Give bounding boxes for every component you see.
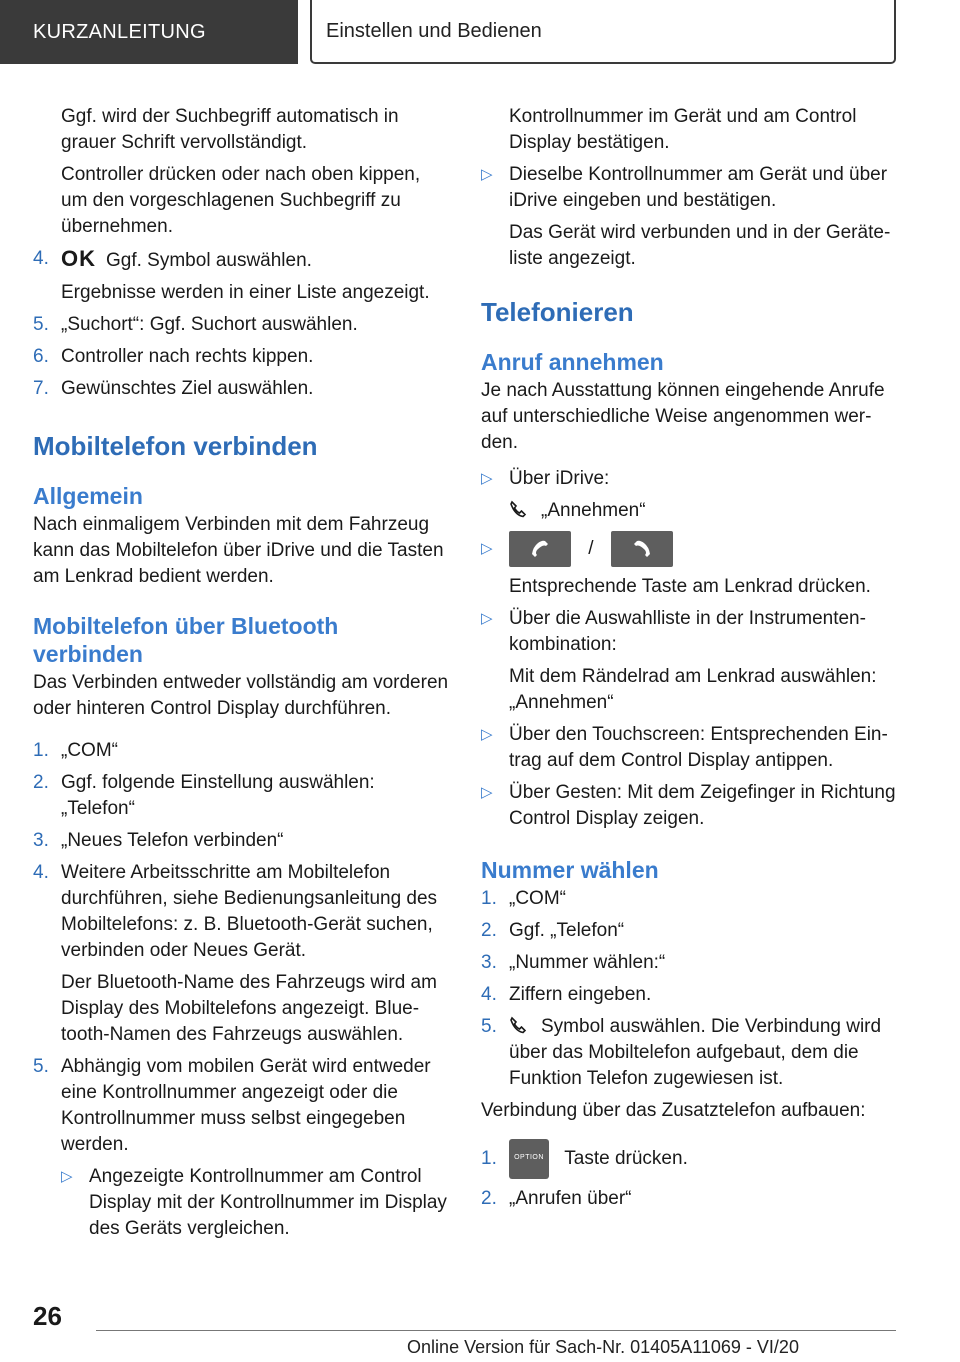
- footer-divider: [96, 1330, 896, 1331]
- step-number: 1.: [481, 888, 497, 909]
- paragraph: Nach einmaligem Verbinden mit dem Fahrzeug kann das Mobiltelefon über iDrive und die Tasten am Lenkrad bedient werden.: [33, 514, 444, 587]
- step-text: Weitere Arbeitsschritte am Mobiltelefon durchführen, siehe Bedienungsanleitung des Mobiltelefons: z. B. Bluetooth-Gerät suchen, verbinden oder Neues Gerät.: [61, 862, 438, 961]
- step-text: Gewünschtes Ziel auswählen.: [61, 378, 314, 399]
- list-item: [481, 982, 901, 1008]
- step-text: Ggf. „Telefon“: [509, 920, 625, 941]
- list-item: [481, 1014, 901, 1092]
- list-item: [481, 950, 901, 976]
- item-text: Über iDrive:: [509, 468, 610, 489]
- bullet-triangle-icon: ▷: [481, 610, 493, 627]
- step-text: Ziffern eingeben.: [509, 984, 652, 1005]
- paragraph: Je nach Ausstattung können eingehende Anrufe auf unterschiedliche Weise angenommen werden.: [481, 380, 885, 453]
- step-text: „COM“: [509, 888, 566, 909]
- subsection-heading: Mobiltelefon über Bluetooth verbinden: [33, 613, 339, 667]
- item-text: Über den Touchscreen: Entsprechenden Eintrag auf dem Control Display antippen.: [509, 724, 888, 771]
- paragraph: Verbindung über das Zusatztelefon aufbauen:: [481, 1100, 866, 1121]
- step-number: 5.: [33, 314, 49, 335]
- list-item: [33, 344, 451, 370]
- left-column: [33, 104, 451, 1248]
- step-number: 7.: [33, 378, 49, 399]
- list-item: [481, 162, 901, 214]
- list-item: [481, 780, 901, 832]
- list-item: [33, 376, 451, 402]
- step-number: 4.: [33, 862, 49, 883]
- item-text: Über Gesten: Mit dem Zeigefinger in Richtung Control Display zeigen.: [509, 782, 896, 829]
- paragraph: Controller drücken oder nach oben kippen, um den vorgeschlagenen Suchbegriff zu übernehmen.: [61, 164, 421, 237]
- paragraph: Entsprechende Taste am Lenkrad drücken.: [509, 576, 871, 597]
- subsection-heading: Allgemein: [33, 483, 143, 509]
- step-text: Ggf. Symbol auswählen.: [106, 250, 312, 271]
- step-number: 2.: [481, 1188, 497, 1209]
- bullet-triangle-icon: ▷: [481, 540, 493, 557]
- step-number: 1.: [33, 740, 49, 761]
- ok-icon: OK: [61, 246, 96, 271]
- page-number: 26: [33, 1301, 62, 1331]
- step-text: „Nummer wählen:“: [509, 952, 666, 973]
- menu-label: „Annehmen“: [541, 500, 646, 521]
- step-text: Taste drücken.: [564, 1148, 688, 1169]
- key-separator: /: [588, 538, 594, 559]
- paragraph: Das Gerät wird verbunden und in der Geräteliste angezeigt.: [509, 222, 891, 269]
- bullet-triangle-icon: ▷: [481, 166, 493, 183]
- phone-icon: [509, 1016, 527, 1034]
- step-text: Controller nach rechts kippen.: [61, 346, 314, 367]
- list-item: [481, 1186, 901, 1212]
- step-number: 4.: [481, 984, 497, 1005]
- list-item: [481, 722, 901, 774]
- step-text: „COM“: [61, 740, 118, 761]
- item-text: Über die Auswahlliste in der Instrumentenkombination:: [509, 608, 866, 655]
- list-item: [33, 312, 451, 338]
- section-tab: KURZANLEITUNG: [0, 0, 298, 64]
- step-text: „Anrufen über“: [509, 1188, 632, 1209]
- step-number: 3.: [33, 830, 49, 851]
- list-item: [33, 828, 451, 854]
- item-text: Dieselbe Kontrollnummer am Gerät und über iDrive eingeben und bestätigen.: [509, 164, 888, 211]
- paragraph: Das Verbinden entweder vollständig am vorderen oder hinteren Control Display durchführen.: [33, 672, 449, 719]
- list-item: [481, 530, 901, 568]
- subsection-heading: Anruf annehmen: [481, 349, 664, 375]
- footer-text: Online Version für Sach-Nr. 01405A11069 - VI/20: [407, 1337, 799, 1357]
- phone-icon: [509, 500, 527, 518]
- option-key-label: OPTION: [514, 1153, 544, 1161]
- list-item: [481, 886, 901, 912]
- bullet-triangle-icon: ▷: [481, 726, 493, 743]
- list-item: [33, 860, 451, 964]
- section-heading: Telefonieren: [481, 297, 634, 327]
- paragraph: Der Bluetooth-Name des Fahrzeugs wird am Display des Mobiltelefons angezeigt. Bluetooth-Namen des Fahrzeugs auswählen.: [61, 972, 437, 1045]
- list-item: [481, 918, 901, 944]
- list-item: [33, 1054, 451, 1158]
- subsection-heading: Nummer wählen: [481, 857, 659, 883]
- section-heading: Mobiltelefon verbinden: [33, 431, 318, 461]
- step-text: Ggf. folgende Einstellung auswählen: „Telefon“: [61, 772, 375, 819]
- accept-call-key-icon: [509, 531, 571, 567]
- end-call-key-icon: [611, 531, 673, 567]
- option-key-icon: [509, 1139, 549, 1179]
- step-text: „Neues Telefon verbinden“: [61, 830, 284, 851]
- bullet-triangle-icon: ▷: [481, 470, 493, 487]
- paragraph: Mit dem Rändelrad am Lenkrad auswählen: „Annehmen“: [509, 666, 877, 713]
- step-number: 6.: [33, 346, 49, 367]
- paragraph: [481, 498, 901, 524]
- sub-item-text: Angezeigte Kontrollnummer am Control Display mit der Kontrollnummer im Display des Geräts vergleichen.: [89, 1166, 447, 1239]
- step-number: 5.: [481, 1016, 497, 1037]
- bullet-triangle-icon: ▷: [61, 1168, 73, 1185]
- paragraph: Kontrollnummer im Gerät und am Control Display bestätigen.: [509, 106, 857, 153]
- list-item: [33, 770, 451, 822]
- step-text: Abhängig vom mobilen Gerät wird entweder eine Kontrollnummer angezeigt oder die Kontrollnummer muss selbst eingegeben werden.: [61, 1056, 431, 1155]
- step-text: „Suchort“: Ggf. Suchort auswählen.: [61, 314, 358, 335]
- list-item: [481, 466, 901, 492]
- step-number: 1.: [481, 1148, 497, 1169]
- step-number: 4.: [33, 248, 49, 269]
- chapter-tab: Einstellen und Bedienen: [310, 0, 896, 64]
- sub-list-item: [61, 1164, 451, 1242]
- paragraph: Ggf. wird der Suchbegriff automatisch in grauer Schrift vervollständigt.: [61, 106, 399, 153]
- step-number: 5.: [33, 1056, 49, 1077]
- list-item: [481, 1138, 901, 1180]
- step-number: 2.: [33, 772, 49, 793]
- right-column: [481, 104, 901, 1218]
- list-item: [33, 246, 451, 274]
- step-text: Symbol auswählen. Die Verbindung wird über das Mobiltelefon aufgebaut, dem die Funktion Telefon zugewiesen ist.: [509, 1016, 882, 1089]
- paragraph: Ergebnisse werden in einer Liste angezeigt.: [61, 282, 430, 303]
- list-item: [33, 738, 451, 764]
- list-item: [481, 606, 901, 658]
- step-number: 2.: [481, 920, 497, 941]
- step-number: 3.: [481, 952, 497, 973]
- bullet-triangle-icon: ▷: [481, 784, 493, 801]
